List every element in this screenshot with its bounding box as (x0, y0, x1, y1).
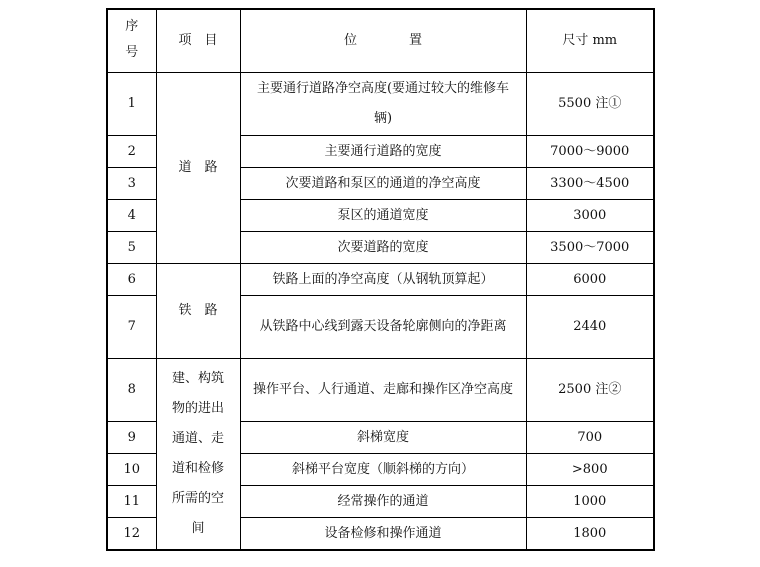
row-size: 7000～9000 (526, 136, 654, 168)
row-size: 1800 (526, 518, 654, 551)
row-no: 12 (107, 518, 156, 551)
row-position: 主要通行道路净空高度(要通过较大的维修车辆) (240, 73, 526, 136)
row-no: 11 (107, 486, 156, 518)
row-position: 主要通行道路的宽度 (240, 136, 526, 168)
header-row (107, 9, 654, 73)
row-position: 设备检修和操作通道 (240, 518, 526, 551)
row-no: 4 (107, 200, 156, 232)
row-position: 经常操作的通道 (240, 486, 526, 518)
row-size: 2440 (526, 296, 654, 359)
row-position: 从铁路中心线到露天设备轮廓侧向的净距离 (240, 296, 526, 359)
row-position: 斜梯宽度 (240, 422, 526, 454)
header-size: 尺寸 mm (526, 9, 654, 73)
row-size: 700 (526, 422, 654, 454)
row-no: 1 (107, 73, 156, 136)
row-size: 3500～7000 (526, 232, 654, 264)
row-size: 6000 (526, 264, 654, 296)
header-item: 项 目 (156, 9, 240, 73)
row-size: 2500 注② (526, 359, 654, 422)
row-size: 5500 注① (526, 73, 654, 136)
header-position: 位 置 (240, 9, 526, 73)
table-row (107, 359, 654, 422)
row-size: >800 (526, 454, 654, 486)
row-no: 7 (107, 296, 156, 359)
row-size: 1000 (526, 486, 654, 518)
group-building: 建、构筑物的进出通道、走道和检修所需的空间 (156, 359, 240, 551)
group-rail: 铁 路 (156, 264, 240, 359)
header-no: 序 号 (107, 9, 156, 73)
row-position: 铁路上面的净空高度（从钢轨顶算起） (240, 264, 526, 296)
row-no: 5 (107, 232, 156, 264)
row-position: 斜梯平台宽度（顺斜梯的方向） (240, 454, 526, 486)
row-size: 3300～4500 (526, 168, 654, 200)
row-no: 9 (107, 422, 156, 454)
row-position: 泵区的通道宽度 (240, 200, 526, 232)
row-no: 8 (107, 359, 156, 422)
table-row (107, 264, 654, 296)
row-position: 次要道路的宽度 (240, 232, 526, 264)
row-no: 10 (107, 454, 156, 486)
row-no: 3 (107, 168, 156, 200)
row-no: 2 (107, 136, 156, 168)
table-row (107, 73, 654, 136)
clearance-table (106, 8, 655, 551)
row-position: 次要道路和泵区的通道的净空高度 (240, 168, 526, 200)
group-road: 道 路 (156, 73, 240, 264)
row-size: 3000 (526, 200, 654, 232)
row-position: 操作平台、人行通道、走廊和操作区净空高度 (240, 359, 526, 422)
row-no: 6 (107, 264, 156, 296)
